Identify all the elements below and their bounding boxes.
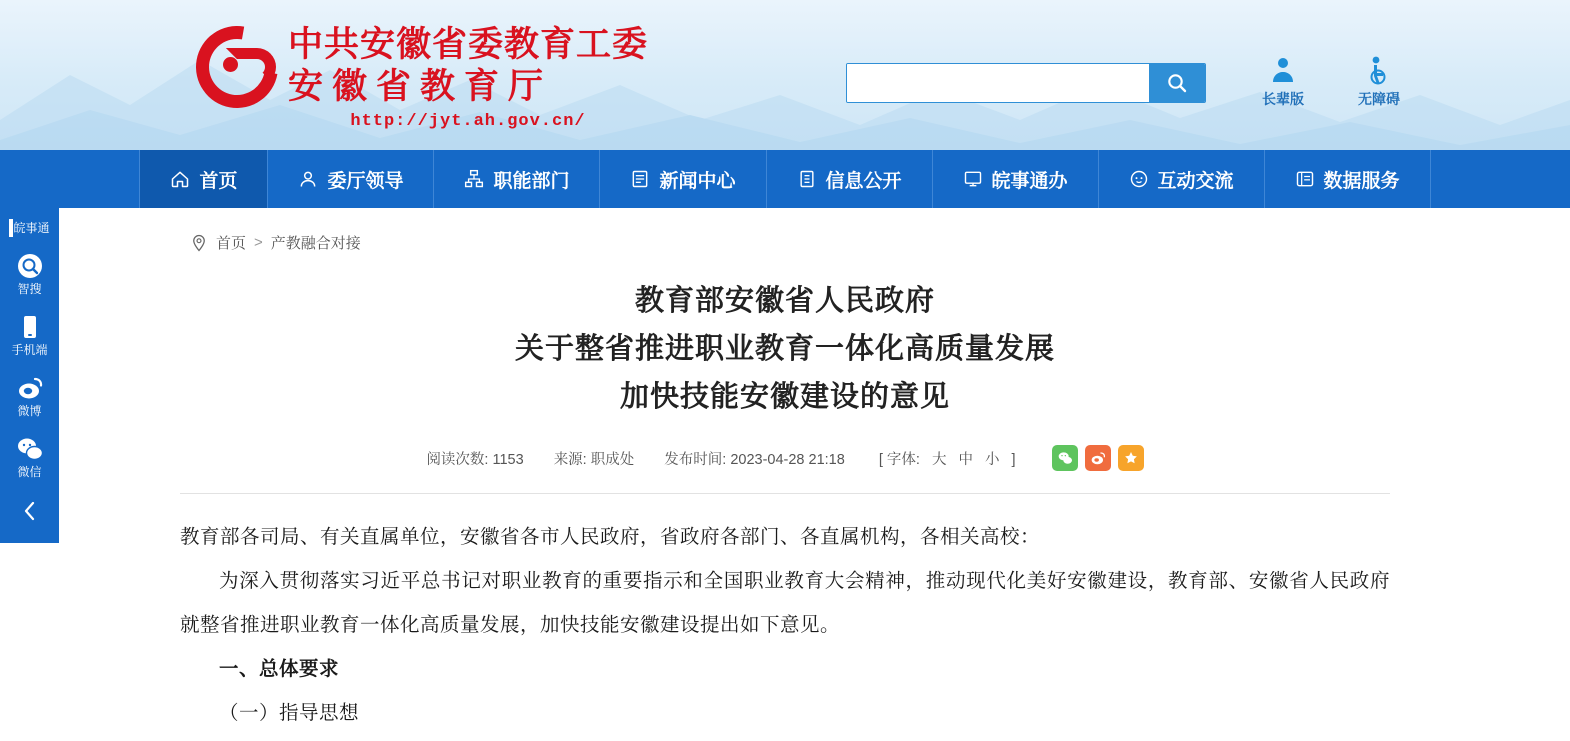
search-box[interactable] — [846, 63, 1206, 103]
nav-label-leaders: 委厅领导 — [327, 170, 404, 192]
home-icon — [170, 169, 190, 189]
departments-icon — [464, 169, 484, 189]
meta-publish-label: 发布时间: — [664, 451, 727, 468]
rail-item-wechat[interactable] — [0, 428, 59, 489]
accessibility-label: 无障碍 — [1358, 91, 1400, 107]
nav-label-home: 首页 — [199, 170, 238, 192]
nav-item-interaction[interactable] — [1099, 150, 1265, 208]
nav-label-service: 皖事通办 — [991, 170, 1068, 192]
breadcrumb-separator: > — [254, 234, 263, 251]
news-icon — [630, 169, 650, 189]
search-icon — [1165, 71, 1189, 95]
rail-item-mobile[interactable] — [0, 306, 59, 367]
title-line-3: 加快技能安徽建设的意见 — [619, 381, 950, 413]
meta-source-value: 职成处 — [590, 451, 635, 468]
meta-source-label: 来源: — [553, 451, 587, 468]
nav-item-departments[interactable] — [434, 150, 600, 208]
mobile-icon — [0, 313, 59, 341]
rail-item-wanshitong[interactable] — [0, 214, 59, 245]
nav-item-disclosure[interactable] — [767, 150, 933, 208]
wechat-icon — [0, 435, 59, 463]
rail-item-smart-search[interactable] — [0, 245, 59, 306]
wechat-share-icon — [1057, 450, 1073, 466]
anhui-education-emblem-icon — [196, 26, 278, 108]
leaders-icon — [298, 169, 318, 189]
share-wechat-button[interactable] — [1052, 445, 1078, 471]
font-size-medium[interactable]: 中 — [958, 451, 973, 468]
page-title — [180, 253, 1390, 421]
meta-source — [554, 448, 635, 469]
weibo-share-icon — [1090, 450, 1106, 466]
nav-label-interaction: 互动交流 — [1157, 170, 1234, 192]
site-logo[interactable] — [196, 20, 648, 131]
font-size-label: [ 字体: — [878, 451, 920, 468]
star-icon — [1123, 450, 1139, 466]
page-content — [0, 208, 1570, 736]
nav-item-news[interactable] — [600, 150, 766, 208]
accessibility-button[interactable] — [1348, 55, 1410, 109]
chevron-left-icon — [20, 499, 40, 523]
font-size-small[interactable]: 小 — [985, 451, 1000, 468]
article-paragraph-0: 教育部各司局、有关直属单位，安徽省各市人民政府，省政府各部门、各直属机构，各相关高校： — [180, 527, 1041, 548]
title-line-1: 教育部安徽省人民政府 — [634, 285, 935, 317]
nav-item-service[interactable] — [933, 150, 1099, 208]
article-body — [180, 494, 1390, 736]
title-line-2: 关于整省推进职业教育一体化高质量发展 — [514, 333, 1055, 365]
rail-collapse-button[interactable] — [0, 489, 59, 543]
service-icon — [963, 169, 983, 189]
nav-item-leaders[interactable] — [268, 150, 434, 208]
elder-mode-label: 长辈版 — [1262, 91, 1304, 107]
rail-label-smart-search: 智搜 — [17, 282, 42, 296]
nav-item-home[interactable] — [139, 150, 268, 208]
font-size-controls — [875, 448, 1020, 469]
side-rail — [0, 208, 59, 543]
article — [180, 253, 1390, 736]
meta-publish — [664, 448, 845, 469]
elder-mode-button[interactable] — [1252, 55, 1314, 109]
elder-mode-icon — [1252, 55, 1314, 85]
rail-label-wanshitong: 皖事通 — [13, 221, 50, 235]
article-paragraph-3: （一）指导思想 — [219, 703, 360, 724]
rail-item-weibo[interactable] — [0, 367, 59, 428]
logo-url: http://jyt.ah.gov.cn/ — [350, 112, 586, 131]
header-tools — [1252, 55, 1410, 109]
font-size-large[interactable]: 大 — [931, 451, 947, 468]
nav-label-news: 新闻中心 — [659, 170, 736, 192]
location-pin-icon — [190, 234, 208, 252]
rail-label-mobile: 手机端 — [11, 343, 48, 357]
search-button[interactable] — [1149, 64, 1205, 102]
article-paragraph-1: 为深入贯彻落实习近平总书记对职业教育的重要指示和全国职业教育大会精神，推动现代化美好安徽建设，教育部、安徽省人民政府就整省推进职业教育一体化高质量发展，加快技能安徽建设提出如下意见。 — [180, 571, 1390, 636]
breadcrumb-home[interactable]: 首页 — [216, 235, 247, 252]
search-input[interactable] — [847, 64, 1149, 102]
main-navigation — [0, 150, 1570, 208]
breadcrumb-current[interactable]: 产教融合对接 — [270, 235, 361, 252]
nav-item-data-service[interactable] — [1265, 150, 1431, 208]
disclosure-icon — [797, 169, 817, 189]
meta-views-value: 1153 — [492, 451, 524, 468]
logo-line-1: 中共安徽省委教育工委 — [288, 25, 649, 64]
accessibility-icon — [1348, 55, 1410, 85]
article-meta — [180, 421, 1390, 471]
nav-label-departments: 职能部门 — [493, 170, 570, 192]
logo-line-2: 安徽省教育厅 — [288, 67, 553, 106]
article-paragraph-2: 一、总体要求 — [219, 659, 340, 680]
smart-search-icon — [0, 252, 59, 280]
meta-publish-value: 2023-04-28 21:18 — [730, 451, 845, 468]
interaction-icon — [1129, 169, 1149, 189]
rail-label-wechat: 微信 — [17, 465, 42, 479]
nav-label-data-service: 数据服务 — [1323, 170, 1400, 192]
weibo-icon — [0, 374, 59, 402]
breadcrumb — [0, 208, 1570, 253]
data-service-icon — [1295, 169, 1315, 189]
share-buttons — [1052, 445, 1144, 471]
share-weibo-button[interactable] — [1085, 445, 1111, 471]
meta-views-label: 阅读次数: — [426, 451, 489, 468]
font-size-close: ] — [1011, 451, 1016, 468]
site-header — [0, 0, 1570, 150]
share-favorite-button[interactable] — [1118, 445, 1144, 471]
meta-views — [426, 448, 523, 469]
rail-label-weibo: 微博 — [17, 404, 42, 418]
nav-label-disclosure: 信息公开 — [825, 170, 902, 192]
